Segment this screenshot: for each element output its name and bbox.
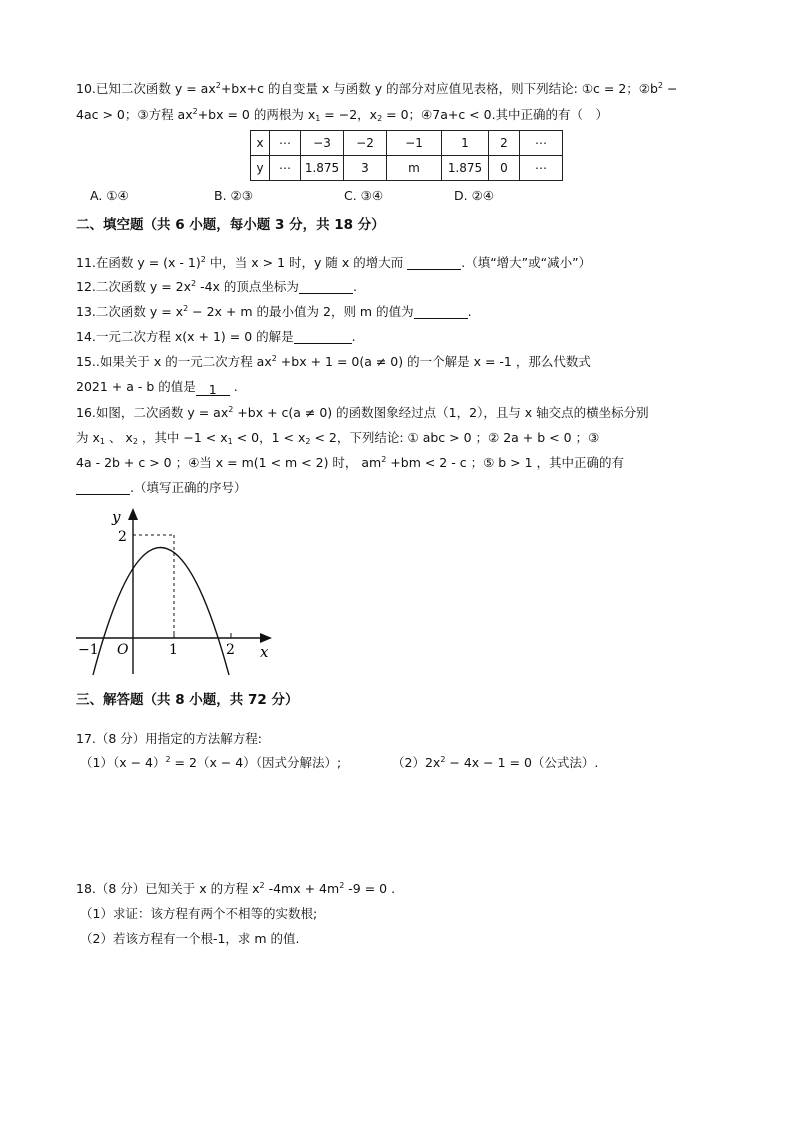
y-axis-arrow: [128, 508, 138, 520]
table-row: x ⋯ −3 −2 −1 1 2 ⋯: [251, 131, 563, 156]
x-axis-arrow: [260, 633, 272, 643]
q16-line2: 为 $x_1$ 、 $x_2$ ，其中 $-1 < x_1 < 0$，$1 < x_2 < 2$，下列结论: ① abc > 0 ；② 2a + b < 0 ；③: [76, 430, 600, 446]
q16-line4: .（填写正确的序号）: [76, 479, 246, 497]
q17-part2: $(2)2x^2 - 4x - 1 = 0$（公式法）.: [392, 755, 599, 770]
q15-line1: 15..如果关于 x 的一元二次方程 $ax^2 +bx + 1 = 0(a \ne 0)$ 的一个解是 x = -1 ，那么代数式: [76, 354, 591, 369]
q14: 14.一元二次方程 x(x + 1) = 0 的解是 .: [76, 329, 356, 344]
section-heading-answer: 三、解答题（共 8 小题，共 72 分）: [76, 692, 299, 708]
q10-line1: 10.已知二次函数 $y = ax^2+bx+c$ 的自变量 x 与函数 y 的部分对应值见表格，则下列结论: ①c = 2；$②b^2$ −: [76, 81, 678, 96]
answer-blank: [294, 329, 352, 344]
answer-blank: [407, 255, 461, 270]
q13: 13.二次函数 $y = x^2 - 2x + m$ 的最小值为 2，则 m 的值为 .: [76, 304, 472, 319]
origin-label: O: [117, 642, 129, 658]
x-tick-label-1: 1: [169, 642, 178, 658]
parabola-curve: [93, 548, 229, 676]
y-tick-label-2: 2: [118, 529, 127, 545]
x-tick-label-neg1: −1: [78, 642, 99, 658]
section-heading-fill-in: 二、填空题（共 6 小题，每小题 3 分，共 18 分）: [76, 217, 385, 233]
q17-part1: $(1)(x - 4)^2 = 2(x - 4)$（因式分解法）;: [80, 755, 342, 770]
q11: 11.在函数 y = (x - 1)$^2$ 中，当 x > 1 时，y 随 x 的增大而 .（填“增大”或“减小”）: [76, 255, 592, 270]
q12: 12.二次函数 $y = 2x^2$ -4x 的顶点坐标为 .: [76, 279, 357, 294]
q18-part2: （2）若该方程有一个根-1，求 m 的值.: [80, 931, 300, 946]
option-a: A. ①④: [90, 188, 129, 203]
q17-title: 17.（8 分）用指定的方法解方程:: [76, 731, 263, 746]
parabola-graph: [68, 500, 288, 680]
answer-blank: [76, 480, 130, 495]
q18-title: 18.（8 分）已知关于 x 的方程 $x^2$ $-4mx + 4m^2$ -9 = 0 .: [76, 881, 396, 896]
answer-blank: 1: [196, 381, 230, 396]
option-b: B. ②③: [214, 188, 253, 203]
table-row: y ⋯ 1.875 3 m 1.875 0 ⋯: [251, 156, 563, 181]
x-tick-label-2: 2: [226, 642, 235, 658]
q16-line3: 4a - 2b + c > 0 ；④当 x = m(1 < m < 2) 时， $am^2 +bm < 2 - c$ ；⑤ b > 1 ，其中正确的有: [76, 455, 625, 470]
y-axis-label: y: [112, 508, 121, 526]
x-axis-label: x: [260, 643, 269, 661]
q10-line2: 4ac > 0；③方程 $ax^2+bx = 0$ 的两根为 $x_1 = -2$，$x_2 = 0$；④7a+c < 0.其中正确的有（ ）: [76, 107, 609, 123]
answer-blank: [299, 279, 353, 294]
q18-part1: （1）求证：该方程有两个不相等的实数根;: [80, 906, 318, 921]
answer-blank: [414, 304, 468, 319]
q15-line2: 2021 + a - b 的值是 1 .: [76, 379, 238, 397]
value-table: [250, 130, 563, 181]
q16-line1: 16.如图，二次函数 $y = ax^2 +bx + c(a \ne 0)$ 的函数图象经过点（1，2），且与 x 轴交点的横坐标分别: [76, 405, 649, 420]
option-c: C. ③④: [344, 188, 384, 203]
option-d: D. ②④: [454, 188, 494, 203]
